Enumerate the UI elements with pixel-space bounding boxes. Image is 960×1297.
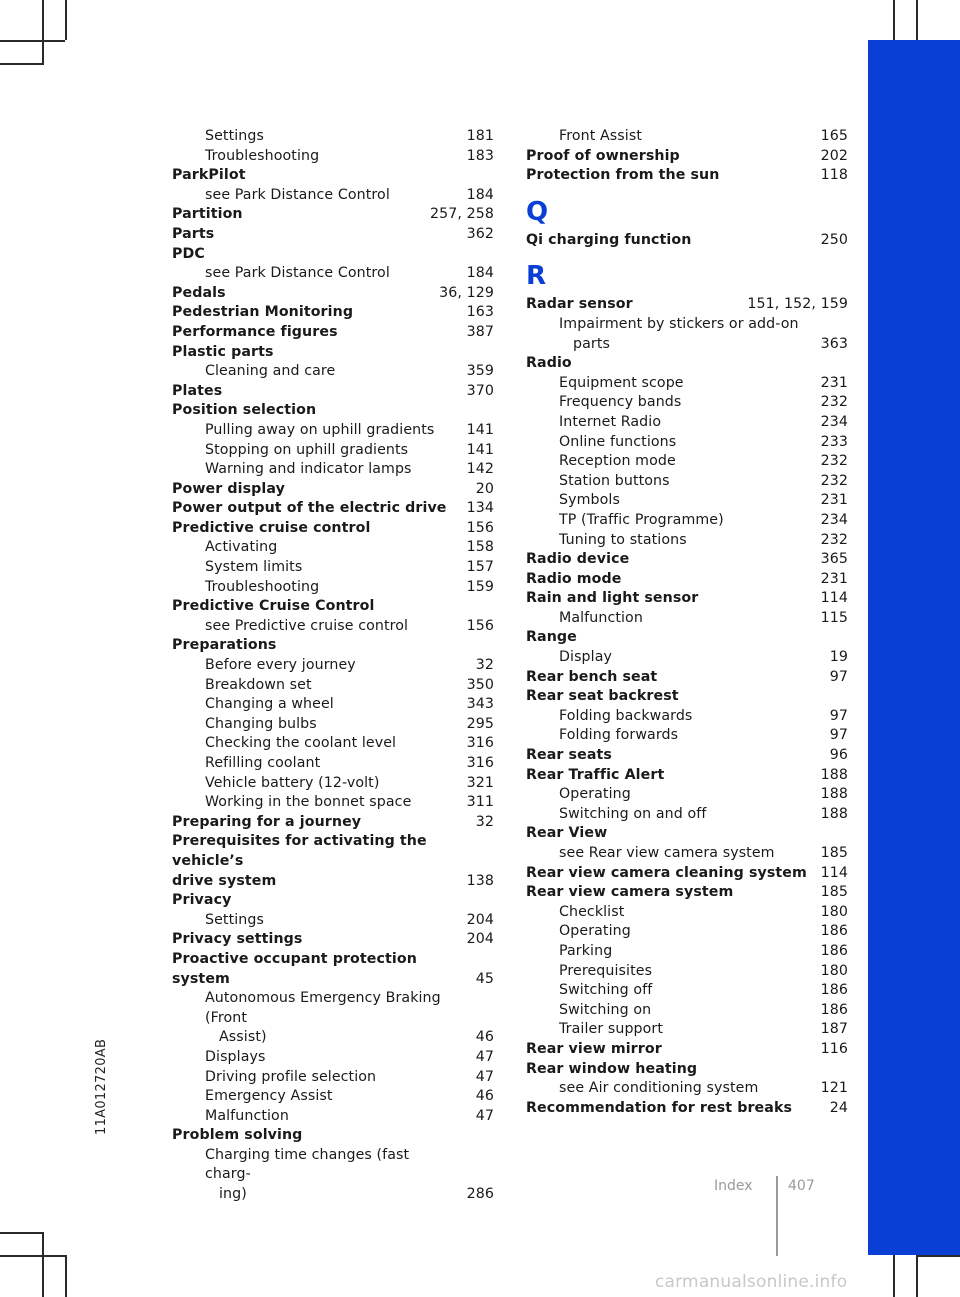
index-subentry	[172, 676, 494, 696]
entry-term: Rear view mirror	[526, 1040, 662, 1057]
index-subentry	[172, 1087, 494, 1107]
index-subentry	[526, 531, 848, 551]
index-subentry	[526, 805, 848, 825]
entry-page-ref[interactable]: 231	[820, 570, 848, 587]
watermark: carmanualsonline.info	[655, 1272, 848, 1292]
entry-term: Rain and light sensor	[526, 590, 699, 607]
entry-page-ref[interactable]: 186	[820, 1001, 848, 1018]
index-subentry	[526, 452, 848, 472]
entry-page-ref[interactable]: 363	[820, 335, 848, 352]
index-subentry	[172, 617, 494, 637]
index-entry	[172, 636, 494, 656]
index-subentry	[172, 1107, 494, 1127]
entry-page-ref[interactable]: 158	[466, 539, 494, 556]
entry-page-ref[interactable]: 151, 152, 159	[747, 296, 848, 313]
entry-page-ref[interactable]: 186	[820, 923, 848, 940]
crop-mark	[65, 1255, 67, 1297]
entry-page-ref[interactable]: 157	[466, 559, 494, 576]
entry-page-ref[interactable]: 184	[466, 186, 494, 203]
entry-term: Rear window heating	[526, 1060, 698, 1077]
index-entry	[526, 295, 848, 315]
index-subentry	[172, 362, 494, 382]
entry-page-ref[interactable]: 180	[820, 962, 848, 979]
entry-term: Rear view camera cleaning system	[526, 864, 807, 881]
index-entry	[526, 550, 848, 570]
entry-term: Proof of ownership	[526, 147, 680, 164]
entry-page-ref[interactable]: 365	[820, 551, 848, 568]
entry-page-ref[interactable]: 163	[466, 304, 494, 321]
entry-term: Changing bulbs	[205, 715, 317, 732]
entry-term: Settings	[205, 911, 264, 928]
entry-term: Rear View	[526, 825, 608, 842]
index-subentry	[172, 147, 494, 167]
index-subentry	[526, 785, 848, 805]
index-subentry	[526, 472, 848, 492]
index-entry	[172, 950, 494, 989]
index-subentry	[172, 793, 494, 813]
index-entry	[526, 628, 848, 648]
entry-page-ref[interactable]: 97	[829, 727, 848, 744]
entry-term: Plates	[172, 382, 223, 399]
index-subentry	[526, 922, 848, 942]
index-subentry	[526, 942, 848, 962]
index-entry	[172, 930, 494, 950]
entry-page-ref[interactable]: 19	[829, 649, 848, 666]
entry-page-ref[interactable]: 32	[475, 813, 494, 830]
index-entry	[172, 480, 494, 500]
entry-page-ref[interactable]: 232	[820, 472, 848, 489]
entry-page-ref[interactable]: 156	[466, 519, 494, 536]
entry-page-ref[interactable]: 115	[820, 609, 848, 626]
index-entry	[172, 166, 494, 186]
entry-term: Predictive Cruise Control	[172, 598, 375, 615]
entry-term: Reception mode	[559, 453, 676, 470]
section-letter: Q	[526, 196, 549, 227]
entry-term: Preparations	[172, 637, 277, 654]
entry-term: see Air conditioning system	[559, 1080, 759, 1097]
crop-mark	[893, 0, 895, 40]
entry-page-ref[interactable]: 387	[466, 323, 494, 340]
entry-term: Qi charging function	[526, 231, 692, 248]
entry-term: Radio	[526, 355, 572, 372]
entry-term: Performance figures	[172, 323, 338, 340]
entry-term: Preparing for a journey	[172, 813, 362, 830]
entry-term: Troubleshooting	[205, 578, 320, 595]
entry-term: Parking	[559, 942, 613, 959]
entry-term: Radar sensor	[526, 296, 633, 313]
entry-page-ref[interactable]: 141	[466, 421, 494, 438]
entry-page-ref[interactable]: 250	[820, 231, 848, 248]
entry-page-ref[interactable]: 47	[475, 1107, 494, 1124]
entry-page-ref[interactable]: 232	[820, 394, 848, 411]
index-subentry	[526, 1001, 848, 1021]
index-entry	[526, 147, 848, 167]
entry-term: see Rear view camera system	[559, 845, 775, 861]
index-subentry	[172, 441, 494, 461]
index-subentry	[526, 511, 848, 531]
crop-mark	[0, 40, 65, 42]
index-subentry	[172, 1185, 494, 1205]
entry-term: Rear seats	[526, 747, 612, 764]
entry-term: Online functions	[559, 433, 677, 450]
entry-page-ref[interactable]: 97	[829, 668, 848, 685]
index-entry	[172, 891, 494, 911]
index-subentry	[172, 538, 494, 558]
entry-term: drive system	[172, 872, 277, 889]
entry-term: Before every journey	[205, 657, 356, 674]
index-column-right	[526, 127, 848, 1118]
footer-divider	[776, 1176, 778, 1256]
index-entry	[172, 225, 494, 245]
entry-term: see Park Distance Control	[205, 186, 390, 203]
entry-term: Operating	[559, 786, 631, 803]
entry-page-ref[interactable]: 114	[820, 864, 848, 881]
index-entry	[172, 323, 494, 343]
entry-term: Displays	[205, 1048, 266, 1065]
index-entry	[172, 872, 494, 892]
entry-term: Charging time changes (fast charg-	[205, 1146, 410, 1183]
entry-page-ref[interactable]: 321	[466, 774, 494, 791]
entry-term: System limits	[205, 559, 303, 576]
entry-term: Radio mode	[526, 570, 622, 587]
entry-term: Stopping on uphill gradients	[205, 441, 409, 458]
entry-term: Range	[526, 629, 577, 646]
index-entry	[172, 813, 494, 833]
index-subentry	[172, 989, 494, 1028]
entry-term: Warning and indicator lamps	[205, 461, 412, 478]
index-subentry	[172, 695, 494, 715]
entry-term: Pedestrian Monitoring	[172, 304, 354, 321]
index-entry	[526, 668, 848, 688]
entry-page-ref[interactable]: 232	[820, 531, 848, 548]
index-subentry	[526, 707, 848, 727]
entry-term: ParkPilot	[172, 167, 246, 184]
entry-page-ref[interactable]: 311	[466, 794, 494, 811]
entry-term: Vehicle battery (12-volt)	[205, 774, 380, 791]
entry-term: Trailer support	[559, 1021, 664, 1038]
index-subentry	[172, 186, 494, 206]
entry-page-ref[interactable]: 188	[820, 766, 848, 783]
index-entry	[172, 401, 494, 421]
entry-page-ref[interactable]: 118	[820, 167, 848, 184]
entry-page-ref[interactable]: 188	[820, 805, 848, 822]
crop-mark	[0, 1232, 42, 1234]
index-subentry	[526, 491, 848, 511]
entry-page-ref[interactable]: 188	[820, 786, 848, 803]
entry-term: ing)	[219, 1186, 247, 1203]
entry-term: Breakdown set	[205, 676, 312, 693]
index-entry	[526, 231, 848, 251]
index-entry	[172, 832, 494, 871]
entry-page-ref[interactable]: 187	[820, 1021, 848, 1038]
index-entry	[172, 597, 494, 617]
entry-term: Settings	[205, 128, 264, 144]
document-code: 11A012720AB	[94, 1038, 109, 1135]
entry-term: Problem solving	[172, 1127, 303, 1144]
entry-term: Working in the bonnet space	[205, 794, 412, 811]
index-subentry	[172, 558, 494, 578]
entry-term: Privacy	[172, 892, 232, 909]
index-entry	[526, 1099, 848, 1119]
entry-page-ref[interactable]: 134	[466, 500, 494, 517]
entry-term: Checking the coolant level	[205, 735, 397, 752]
entry-page-ref[interactable]: 359	[466, 363, 494, 380]
entry-term: see Park Distance Control	[205, 265, 390, 282]
index-subentry	[526, 903, 848, 923]
entry-term: Rear seat backrest	[526, 688, 679, 705]
index-entry	[526, 746, 848, 766]
entry-page-ref[interactable]: 36, 129	[439, 284, 494, 301]
index-entry	[526, 883, 848, 903]
entry-page-ref[interactable]: 47	[475, 1048, 494, 1065]
entry-page-ref[interactable]: 350	[466, 676, 494, 693]
footer-section-label: Index	[714, 1178, 753, 1194]
entry-page-ref[interactable]: 46	[475, 1088, 494, 1105]
index-subentry	[172, 1028, 494, 1048]
entry-page-ref[interactable]: 141	[466, 441, 494, 458]
section-letter: R	[526, 261, 547, 292]
entry-term: Malfunction	[205, 1107, 289, 1124]
entry-page-ref[interactable]: 138	[466, 872, 494, 889]
index-subentry	[526, 335, 848, 355]
entry-term: Privacy settings	[172, 931, 303, 948]
entry-term: Position selection	[172, 402, 317, 419]
entry-page-ref[interactable]: 165	[820, 128, 848, 144]
entry-page-ref[interactable]: 24	[829, 1099, 848, 1116]
entry-page-ref[interactable]: 121	[820, 1080, 848, 1097]
entry-term: Display	[559, 649, 612, 666]
entry-page-ref[interactable]: 202	[820, 147, 848, 164]
entry-page-ref[interactable]: 45	[475, 970, 494, 987]
index-entry	[172, 303, 494, 323]
index-entry	[526, 354, 848, 374]
entry-page-ref[interactable]: 185	[820, 845, 848, 861]
entry-term: Folding forwards	[559, 727, 679, 744]
entry-term: Cleaning and care	[205, 363, 336, 380]
entry-page-ref[interactable]: 186	[820, 982, 848, 999]
entry-term: Equipment scope	[559, 374, 684, 391]
entry-page-ref[interactable]: 204	[466, 931, 494, 948]
entry-term: Station buttons	[559, 472, 670, 489]
entry-page-ref[interactable]: 234	[820, 511, 848, 528]
entry-page-ref[interactable]: 159	[466, 578, 494, 595]
index-subentry	[526, 648, 848, 668]
entry-term: Folding backwards	[559, 707, 693, 724]
entry-term: Power output of the electric drive	[172, 500, 447, 517]
index-entry	[172, 499, 494, 519]
index-entry	[526, 687, 848, 707]
entry-term: Emergency Assist	[205, 1088, 333, 1105]
index-subentry	[172, 656, 494, 676]
entry-term: Front Assist	[559, 128, 642, 144]
index-subentry	[526, 127, 848, 147]
index-subentry	[526, 981, 848, 1001]
index-subentry	[172, 460, 494, 480]
entry-page-ref[interactable]: 181	[466, 128, 494, 144]
entry-page-ref[interactable]: 186	[820, 942, 848, 959]
index-subentry	[172, 127, 494, 147]
entry-term: Malfunction	[559, 609, 643, 626]
index-subentry	[172, 1048, 494, 1068]
index-entry	[172, 284, 494, 304]
crop-mark	[916, 1255, 960, 1257]
index-entry	[526, 766, 848, 786]
index-subentry	[172, 734, 494, 754]
index-entry	[526, 166, 848, 186]
index-entry	[172, 343, 494, 363]
entry-term: Frequency bands	[559, 394, 682, 411]
index-subentry	[526, 609, 848, 629]
entry-term: Refilling coolant	[205, 755, 321, 771]
crop-mark	[893, 1255, 895, 1297]
index-subentry	[172, 911, 494, 931]
entry-page-ref[interactable]: 316	[466, 735, 494, 752]
index-entry	[172, 382, 494, 402]
entry-term: Impairment by stickers or add-on	[559, 315, 799, 332]
index-entry	[526, 1040, 848, 1060]
entry-page-ref[interactable]: 362	[466, 225, 494, 242]
entry-term: Changing a wheel	[205, 696, 334, 713]
entry-term: TP (Traffic Programme)	[559, 511, 724, 528]
entry-term: Checklist	[559, 903, 625, 920]
crop-mark	[65, 0, 67, 40]
page-number: 407	[788, 1178, 815, 1194]
index-subentry	[172, 754, 494, 774]
entry-term: Internet Radio	[559, 413, 662, 430]
entry-term: Partition	[172, 206, 243, 223]
entry-term: Rear bench seat	[526, 668, 658, 685]
crop-mark	[0, 63, 42, 65]
entry-page-ref[interactable]: 156	[466, 617, 494, 634]
crop-mark	[0, 1255, 65, 1257]
chapter-tab	[868, 40, 960, 1255]
entry-term: Prerequisites	[559, 962, 653, 979]
entry-term: Plastic parts	[172, 343, 274, 360]
entry-term: Assist)	[219, 1029, 267, 1046]
entry-term: Activating	[205, 539, 278, 556]
entry-term: parts	[573, 335, 610, 352]
entry-term: Rear Traffic Alert	[526, 766, 665, 783]
entry-term: Radio device	[526, 551, 630, 568]
entry-term: Switching off	[559, 982, 653, 999]
entry-page-ref[interactable]: 234	[820, 413, 848, 430]
entry-term: Troubleshooting	[205, 147, 320, 164]
entry-page-ref[interactable]: 183	[466, 147, 494, 164]
index-entry	[172, 519, 494, 539]
entry-term: Protection from the sun	[526, 167, 720, 184]
index-entry	[172, 1126, 494, 1146]
index-subentry	[526, 315, 848, 335]
index-subentry	[526, 1079, 848, 1099]
entry-term: Driving profile selection	[205, 1068, 377, 1085]
entry-term: Pedals	[172, 284, 226, 301]
index-subentry	[526, 374, 848, 394]
entry-page-ref[interactable]: 47	[475, 1068, 494, 1085]
index-entry	[526, 864, 848, 884]
entry-page-ref[interactable]: 232	[820, 453, 848, 470]
index-subentry	[172, 774, 494, 794]
entry-term: see Predictive cruise control	[205, 617, 409, 634]
entry-page-ref[interactable]: 184	[466, 265, 494, 282]
entry-term: Operating	[559, 923, 631, 940]
entry-page-ref[interactable]: 233	[820, 433, 848, 450]
entry-term: Power display	[172, 480, 285, 497]
index-entry	[526, 589, 848, 609]
entry-term: PDC	[172, 245, 205, 262]
entry-page-ref[interactable]: 204	[466, 911, 494, 928]
entry-term: Switching on	[559, 1001, 652, 1018]
index-subentry	[526, 844, 848, 864]
index-entry	[526, 1060, 848, 1080]
index-subentry	[526, 393, 848, 413]
crop-mark	[42, 0, 44, 65]
index-entry	[526, 570, 848, 590]
crop-mark	[42, 1232, 44, 1297]
entry-term: Autonomous Emergency Braking (Front	[205, 990, 441, 1026]
index-subentry	[526, 726, 848, 746]
index-subentry	[526, 433, 848, 453]
entry-term: Rear view camera system	[526, 884, 734, 901]
entry-page-ref[interactable]: 257, 258	[430, 206, 494, 223]
entry-term: Pulling away on uphill gradients	[205, 421, 435, 438]
entry-page-ref[interactable]: 97	[829, 707, 848, 724]
entry-page-ref[interactable]: 370	[466, 382, 494, 399]
entry-term: Symbols	[559, 492, 620, 509]
entry-page-ref[interactable]: 231	[820, 374, 848, 391]
index-subentry	[526, 962, 848, 982]
entry-page-ref[interactable]: 343	[466, 696, 494, 713]
entry-page-ref[interactable]: 96	[829, 747, 848, 764]
index-subentry	[172, 715, 494, 735]
entry-page-ref[interactable]: 46	[475, 1029, 494, 1046]
entry-page-ref[interactable]: 295	[466, 715, 494, 732]
entry-page-ref[interactable]: 316	[466, 755, 494, 771]
index-subentry	[526, 413, 848, 433]
entry-page-ref[interactable]: 180	[820, 903, 848, 920]
index-column-left	[172, 127, 494, 1205]
index-subentry	[172, 264, 494, 284]
index-subentry	[172, 1146, 494, 1185]
index-subentry	[172, 1068, 494, 1088]
index-subentry	[172, 578, 494, 598]
entry-page-ref[interactable]: 142	[466, 461, 494, 478]
entry-term: Recommendation for rest breaks	[526, 1099, 793, 1116]
entry-term: Prerequisites for activating the vehicle’s	[172, 833, 427, 869]
index-entry	[526, 824, 848, 844]
entry-page-ref[interactable]: 116	[820, 1040, 848, 1057]
index-subentry	[172, 421, 494, 441]
entry-page-ref[interactable]: 20	[475, 480, 494, 497]
entry-term: Predictive cruise control	[172, 519, 371, 536]
entry-page-ref[interactable]: 185	[820, 884, 848, 901]
entry-page-ref[interactable]: 114	[820, 590, 848, 607]
entry-term: Proactive occupant protection system	[172, 950, 417, 987]
index-subentry	[526, 1020, 848, 1040]
entry-term: Tuning to stations	[559, 531, 687, 548]
index-entry	[172, 205, 494, 225]
entry-term: Switching on and off	[559, 805, 707, 822]
entry-term: Parts	[172, 225, 215, 242]
entry-page-ref[interactable]: 32	[475, 657, 494, 674]
entry-page-ref[interactable]: 231	[820, 492, 848, 509]
entry-page-ref[interactable]: 286	[466, 1186, 494, 1203]
index-entry	[172, 245, 494, 265]
